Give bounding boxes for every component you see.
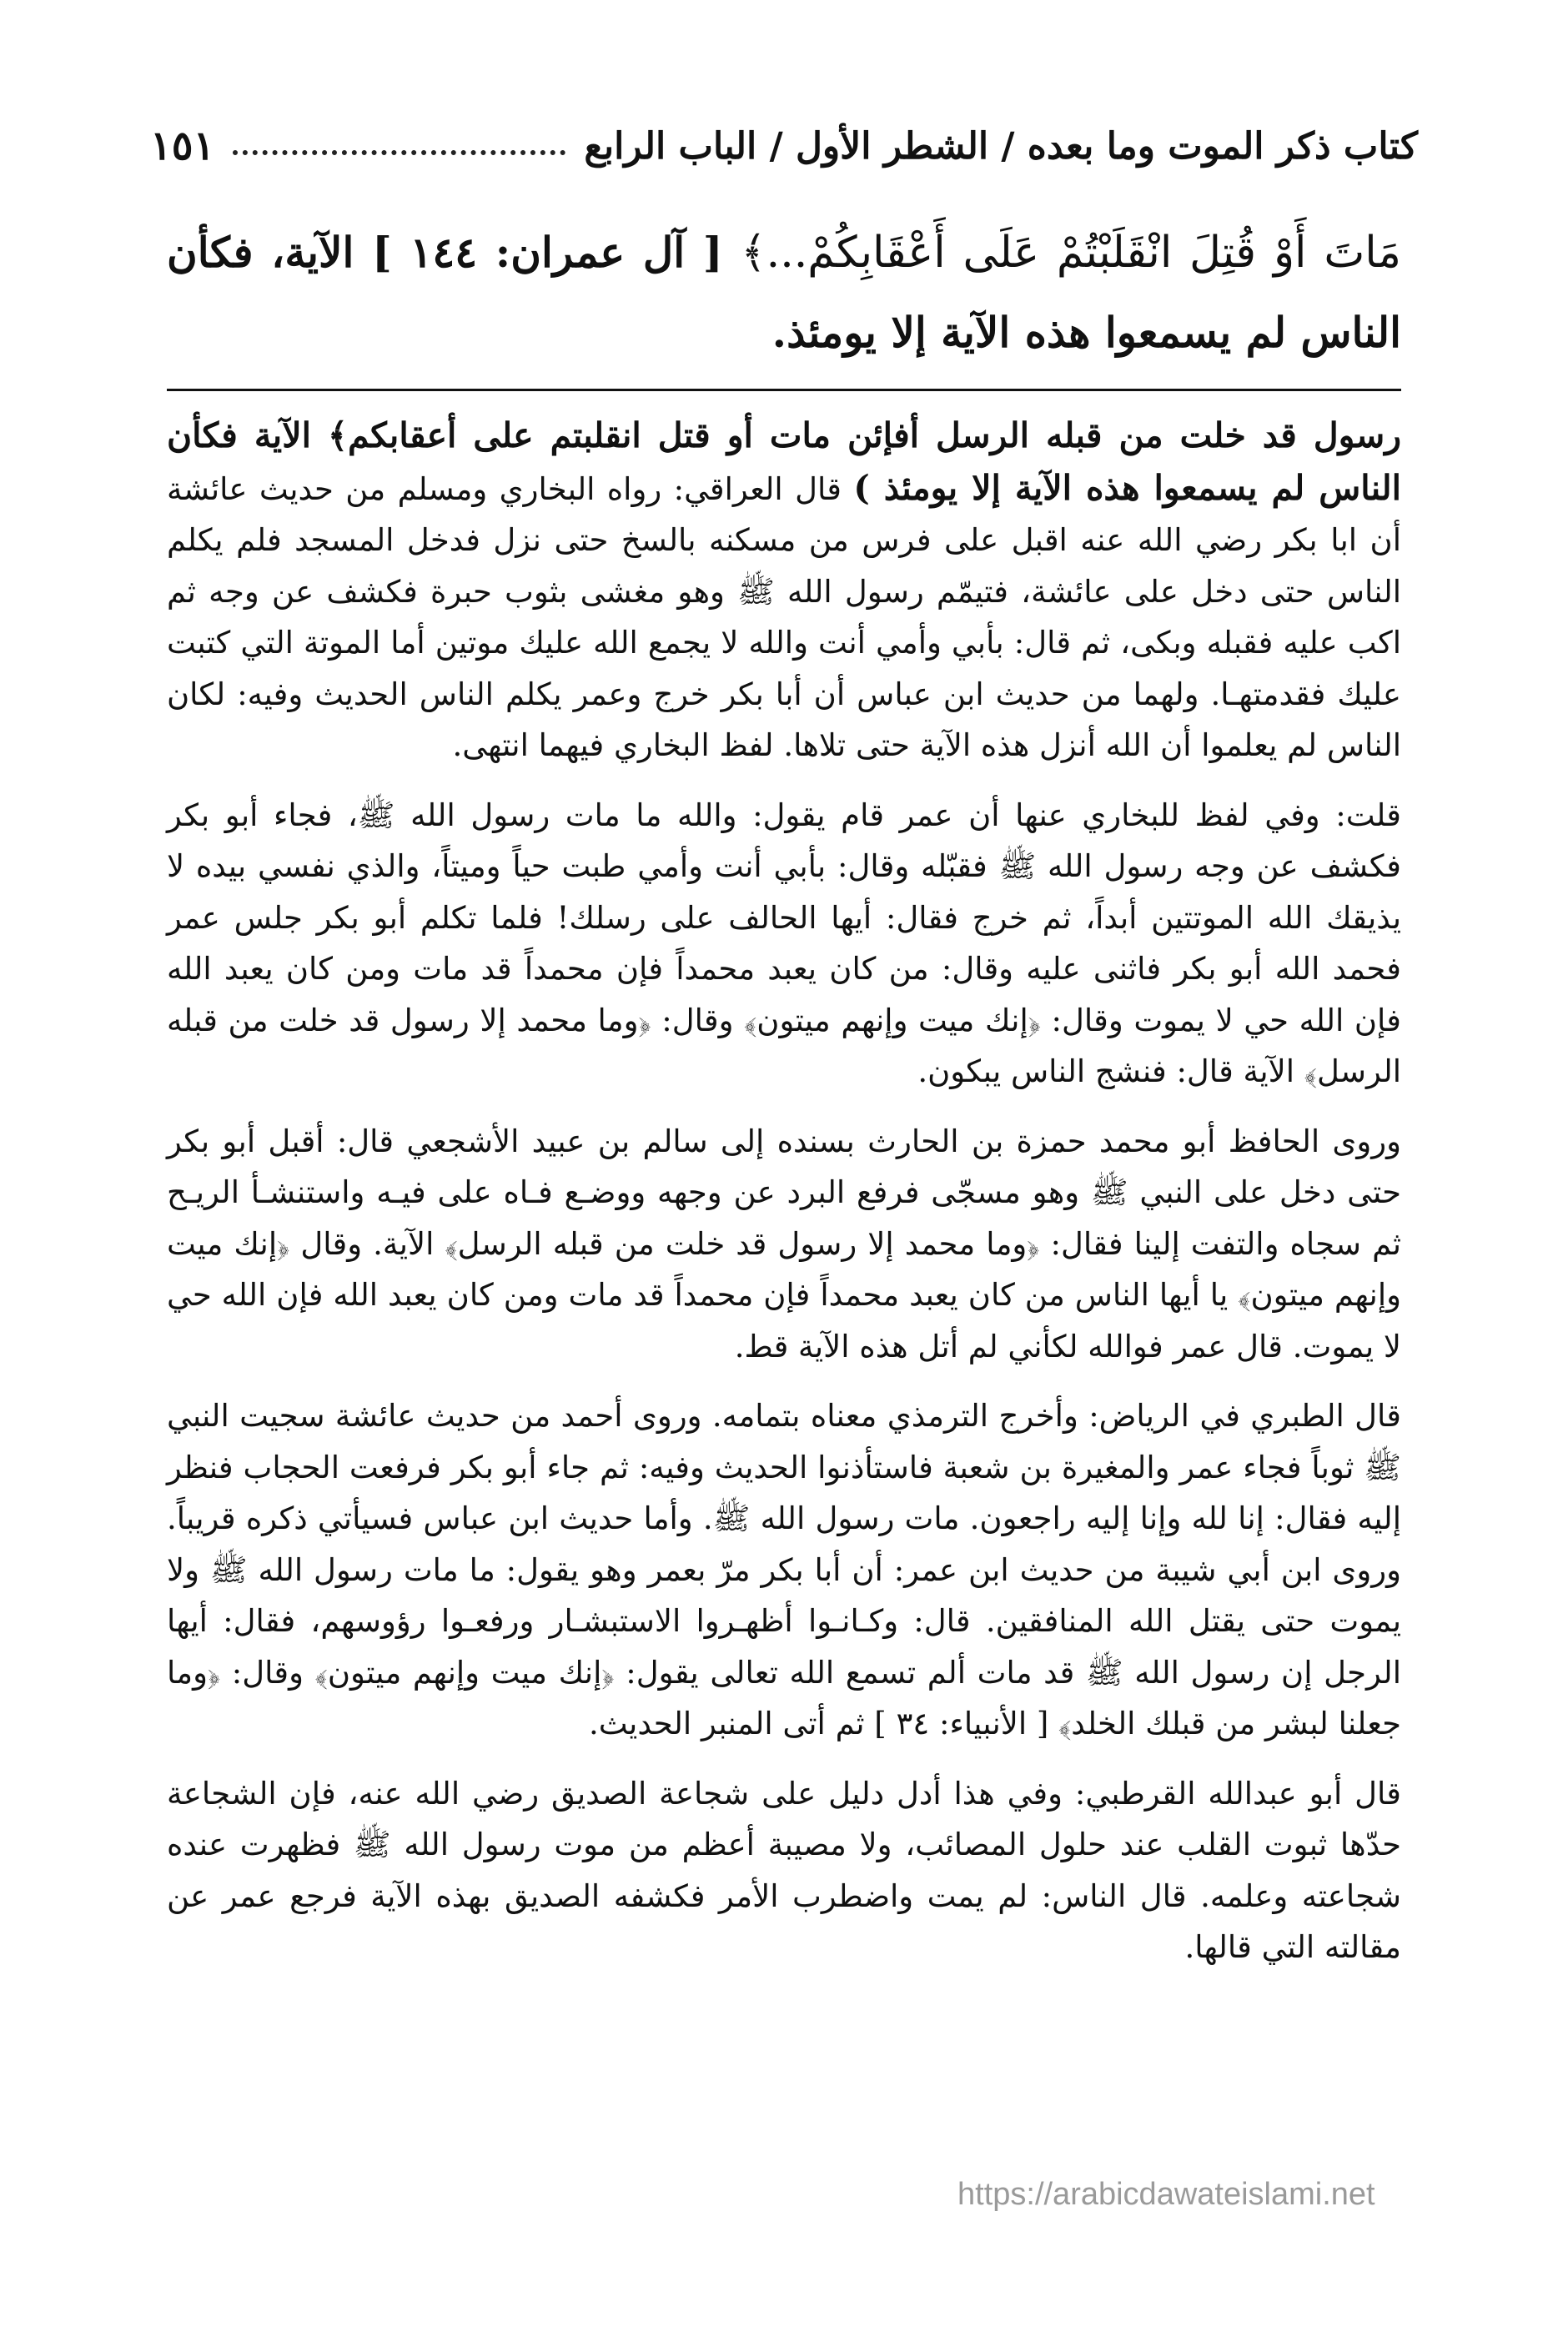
page-number: ١٥١ [150,123,215,169]
footnote-1-lead: رسول قد خلت من قبله الرسل أفإئن مات أو قتل انقلبتم على أعقابكم﴾ الآية فكأن الناس لم يسمعوا هذه الآية إلا يومئذ ) [167,415,1401,508]
footnote-paragraph-2: قلت: وفي لفظ للبخاري عنها أن عمر قام يقول: والله ما مات رسول الله ﷺ، فجاء أبو بكر فكشف عن وجه رسول الله ﷺ فقبّله وقال: بأبي أنت وأمي طبت حياً وميتاً، والذي نفسي بيده لا يذيقك الله الموتتين أبداً، ثم خرج فقال: أيها الحالف على رسلك! فلما تكلم أبو بكر جلس عمر فحمد الله أبو بكر فاثنى عليه وقال: من كان يعبد محمداً فإن محمداً قد مات ومن كان يعبد الله فإن الله حي لا يموت وقال: ﴿إنك ميت وإنهم ميتون﴾ وقال: ﴿وما محمد إلا رسول قد خلت من قبله الرسل﴾ الآية قال: فنشج الناس يبكون. [167,797,1401,1089]
header-title: كتاب ذكر الموت وما بعده / الشطر الأول / الباب الرابع [584,124,1418,168]
header-dot-leader [233,150,565,155]
running-header [150,113,1418,179]
watermark-url: https://arabicdawateislami.net [957,2177,1375,2212]
main-paragraph [167,213,1401,373]
footnote-paragraph-5: قال أبو عبدالله القرطبي: وفي هذا أدل دليل على شجاعة الصديق رضي الله عنه، فإن الشجاعة حدّها ثبوت القلب عند حلول المصائب، ولا مصيبة أعظم من موت رسول الله ﷺ فظهرت عنده شجاعته وعلمه. قال الناس: لم يمت واضطرب الأمر فكشفه الصديق بهذه الآية فرجع عمر عن مقالته التي قالها. [167,1775,1401,1965]
footnote-paragraph-3: وروى الحافظ أبو محمد حمزة بن الحارث بسنده إلى سالم بن عبيد الأشجعي قال: أقبل أبو بكر حتى دخل على النبي ﷺ وهو مسجّى فرفع البرد عن وجهه ووضـع فـاه على فيـه واستنشـأ الريـح ثم سجاه والتفت إلينا فقال: ﴿وما محمد إلا رسول قد خلت من قبله الرسل﴾ الآية. وقال ﴿إنك ميت وإنهم ميتون﴾ يا أيها الناس من كان يعبد محمداً فإن محمداً قد مات ومن كان يعبد الله فإن الله حي لا يموت. قال عمر فوالله لكأني لم أتل هذه الآية قط. [167,1123,1401,1365]
footnote-separator [167,389,1401,391]
quran-verse: مَاتَ أَوْ قُتِلَ انْقَلَبْتُمْ عَلَى أَعْقَابِكُمْ...﴾ [741,228,1401,278]
footnotes [167,410,1401,1973]
footnote-paragraph-4: قال الطبري في الرياض: وأخرج الترمذي معناه بتمامه. وروى أحمد من حديث عائشة سجيت النبي ﷺ ثوباً فجاء عمر والمغيرة بن شعبة فاستأذنوا الحديث وفيه: ثم جاء أبو بكر فرفعت الحجاب فنظر إليه فقال: إنا لله وإنا إليه راجعون. مات رسول الله ﷺ. وأما حديث ابن عباس فسيأتي ذكره قريباً. وروى ابن أبي شيبة من حديث ابن عمر: أن أبا بكر مرّ بعمر وهو يقول: ما مات رسول الله ﷺ ولا يموت حتى يقتل الله المنافقين. قال: وكـانـوا أظهـروا الاستبشـار ورفعـوا رؤوسهم، فقال: أيها الرجل إن رسول الله ﷺ قد مات ألم تسمع الله تعالى يقول: ﴿إنك ميت وإنهم ميتون﴾ وقال: ﴿وما جعلنا لبشر من قبلك الخلد﴾ [ الأنبياء: ٣٤ ] ثم أتى المنبر الحديث. [167,1398,1401,1741]
main-text-rest: [ آل عمران: ١٤٤ ] الآية، فكأن الناس لم يسمعوا هذه الآية إلا يومئذ. [167,228,1401,357]
footnote-paragraph-1 [167,410,1401,771]
main-text [167,213,1401,373]
footnote-1-text: قال العراقي: رواه البخاري ومسلم من حديث عائشة أن ابا بكر رضي الله عنه اقبل على فرس من مسكنه بالسخ حتى نزل فدخل المسجد فلم يكلم الناس حتى دخل على عائشة، فتيمّم رسول الله ﷺ وهو مغشى بثوب حبرة فكشف عن وجه ثم اكب عليه فقبله وبكى، ثم قال: بأبي وأمي أنت والله لا يجمع الله عليك موتين أما الموتة التي كتبت عليك فقدمتهـا. ولهما من حديث ابن عباس أن أبا بكر خرج وعمر يكلم الناس الحديث وفيه: لكان الناس لم يعلموا أن الله أنزل هذه الآية حتى تلاها. لفظ البخاري فيهما انتهى. [167,470,1401,763]
